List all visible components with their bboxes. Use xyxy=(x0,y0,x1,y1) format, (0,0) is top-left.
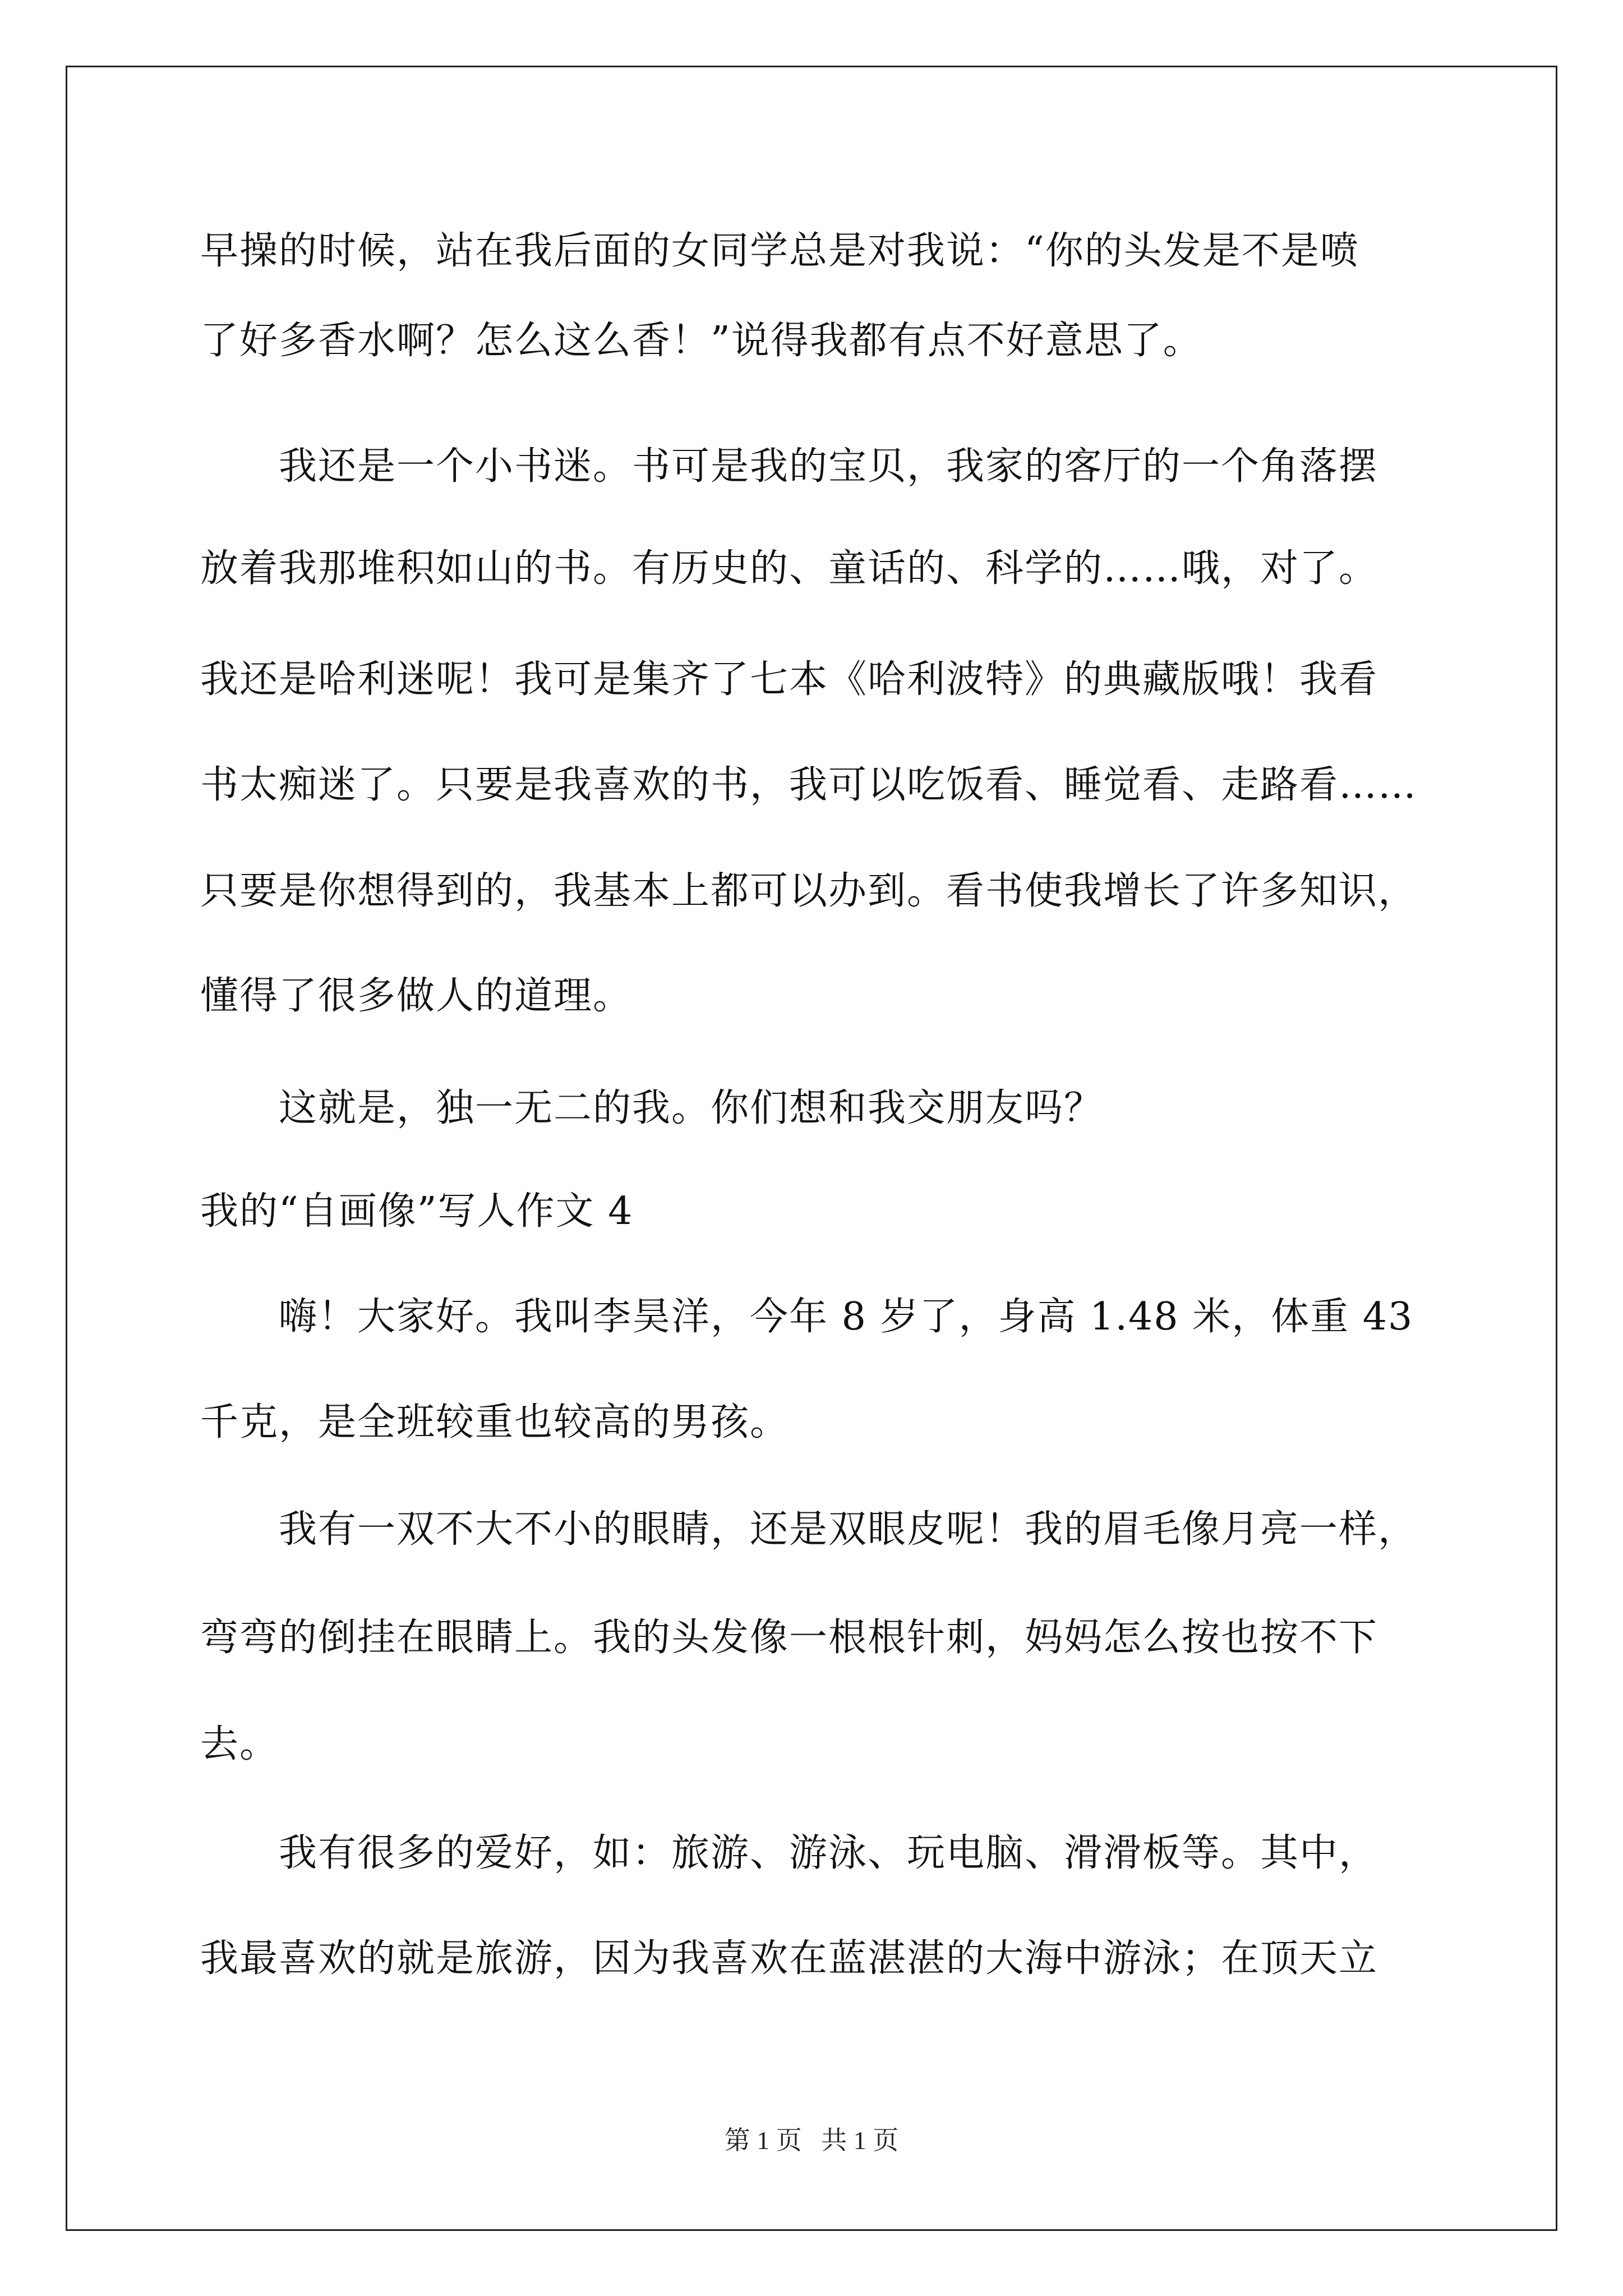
text-line-12: 千克，是全班较重也较高的男孩。 xyxy=(200,1400,790,1444)
text-line-7: 只要是你想得到的，我基本上都可以办到。看书使我增长了许多知识， xyxy=(200,869,1418,913)
paragraph-start-line-3: 我还是一个小书迷。书可是我的宝贝，我家的客厅的一个角落摆 xyxy=(279,444,1378,489)
text-line-6: 书太痴迷了。只要是我喜欢的书，我可以吃饭看、睡觉看、走路看…… xyxy=(200,763,1418,807)
text-line-1: 早操的时候，站在我后面的女同学总是对我说：“你的头发是不是喷 xyxy=(200,229,1359,273)
paragraph-start-line-11: 嗨！大家好。我叫李昊洋，今年 8 岁了，身高 1.48 米，体重 43 xyxy=(279,1295,1414,1339)
text-line-4: 放着我那堆积如山的书。有历史的、童话的、科学的……哦，对了。 xyxy=(200,546,1378,591)
section-heading: 我的“自画像”写人作文 4 xyxy=(200,1189,634,1234)
text-line-2: 了好多香水啊？怎么这么香！”说得我都有点不好意思了。 xyxy=(200,319,1202,363)
text-line-14: 弯弯的倒挂在眼睛上。我的头发像一根根针刺，妈妈怎么按也按不下 xyxy=(200,1616,1378,1660)
paragraph-start-line-9: 这就是，独一无二的我。你们想和我交朋友吗？ xyxy=(279,1086,1104,1130)
text-line-5: 我还是哈利迷呢！我可是集齐了七本《哈利波特》的典藏版哦！我看 xyxy=(200,657,1378,702)
paragraph-start-line-16: 我有很多的爱好，如：旅游、游泳、玩电脑、滑滑板等。其中， xyxy=(279,1831,1378,1875)
text-line-17: 我最喜欢的就是旅游，因为我喜欢在蓝湛湛的大海中游泳；在顶天立 xyxy=(200,1936,1378,1981)
paragraph-start-line-13: 我有一双不大不小的眼睛，还是双眼皮呢！我的眉毛像月亮一样， xyxy=(279,1507,1418,1552)
page-border xyxy=(66,66,1557,2231)
page-footer: 第 1 页 共 1 页 xyxy=(724,2126,899,2155)
text-line-15: 去。 xyxy=(200,1722,279,1766)
text-line-8: 懂得了很多做人的道理。 xyxy=(200,974,633,1018)
